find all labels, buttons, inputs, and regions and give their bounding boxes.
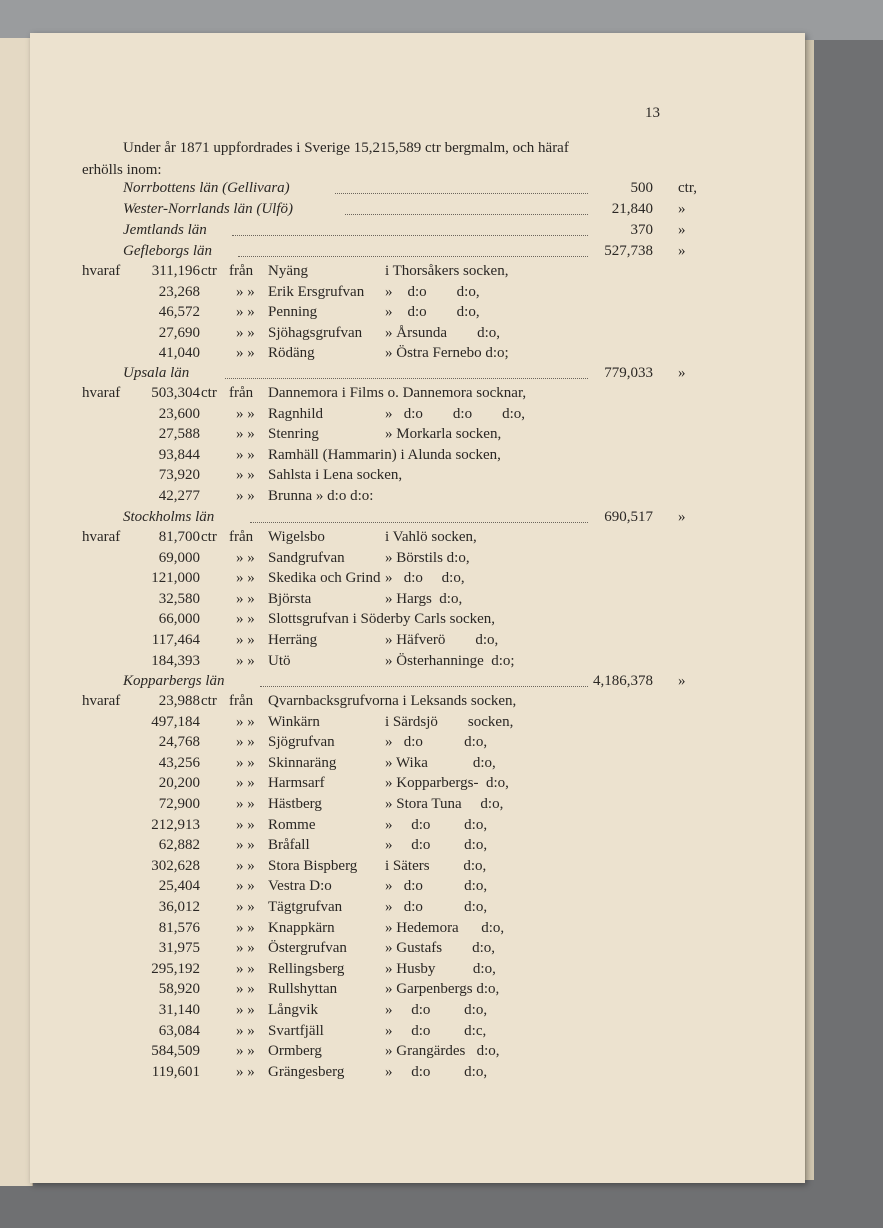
row-ditto: » »: [236, 961, 255, 977]
row-amount: 23,988: [158, 693, 200, 709]
leader-dots: [250, 522, 588, 523]
row-mine: Rödäng: [268, 345, 315, 361]
table-row: [0, 755, 883, 775]
row-amount: 63,084: [158, 1023, 200, 1039]
county-unit: »: [678, 222, 686, 238]
row-amount: 117,464: [151, 632, 200, 648]
row-mine: Skinnaräng: [268, 755, 337, 771]
row-amount: 43,256: [158, 755, 200, 771]
county-unit: »: [678, 243, 686, 259]
row-ctr: ctr: [201, 529, 217, 545]
county-total: 500: [630, 180, 653, 196]
county-total: 21,840: [611, 201, 653, 217]
row-ditto: » »: [236, 755, 255, 771]
row-parish: » Börstils d:o,: [385, 550, 470, 566]
county-name: Upsala län: [123, 365, 190, 381]
table-row: [0, 325, 883, 345]
row-mine: Hästberg: [268, 796, 322, 812]
row-ditto: » »: [236, 653, 255, 669]
leader-dots: [238, 256, 588, 257]
row-amount: 81,700: [158, 529, 200, 545]
table-row: [0, 1023, 883, 1043]
table-row: [0, 858, 883, 878]
table-row: [0, 632, 883, 652]
row-ctr: ctr: [201, 693, 217, 709]
table-row: [0, 529, 883, 549]
row-ditto: » »: [236, 406, 255, 422]
table-row: [0, 653, 883, 673]
row-mine: Långvik: [268, 1002, 318, 1018]
row-fran: från: [229, 529, 254, 545]
table-row: [0, 304, 883, 324]
row-ditto: » »: [236, 837, 255, 853]
row-ditto: » »: [236, 981, 255, 997]
row-hvaraf: hvaraf: [82, 529, 121, 545]
county-row: [0, 365, 883, 385]
row-parish: » Stora Tuna d:o,: [385, 796, 504, 812]
leader-dots: [345, 214, 588, 215]
row-amount: 93,844: [158, 447, 200, 463]
county-total: 370: [630, 222, 653, 238]
row-amount: 302,628: [151, 858, 200, 874]
table-row: [0, 714, 883, 734]
row-amount: 24,768: [158, 734, 200, 750]
row-hvaraf: hvaraf: [82, 385, 121, 401]
table-row: [0, 488, 883, 508]
table-row: [0, 961, 883, 981]
page-number: 13: [645, 105, 660, 121]
table-row: [0, 284, 883, 304]
row-parish: i Särdsjö socken,: [385, 714, 514, 730]
row-parish: » Wika d:o,: [385, 755, 496, 771]
table-row: [0, 345, 883, 365]
row-parish: » Östra Fernebo d:o;: [385, 345, 509, 361]
row-amount: 27,690: [158, 325, 200, 341]
table-row: [0, 899, 883, 919]
row-parish: » d:o d:o,: [385, 837, 488, 853]
intro-line-2: erhölls inom:: [82, 162, 162, 178]
county-unit: ctr,: [678, 180, 697, 196]
row-mine: Qvarnbacksgrufvorna i Leksands socken,: [268, 693, 517, 709]
row-parish: » Husby d:o,: [385, 961, 496, 977]
row-ditto: » »: [236, 611, 255, 627]
row-mine: Rullshyttan: [268, 981, 338, 997]
row-amount: 31,975: [158, 940, 200, 956]
county-unit: »: [678, 201, 686, 217]
row-mine: Sjögrufvan: [268, 734, 335, 750]
row-mine: Stora Bispberg: [268, 858, 358, 874]
row-mine: Wigelsbo: [268, 529, 325, 545]
row-ditto: » »: [236, 488, 255, 504]
row-parish: » Hedemora d:o,: [385, 920, 505, 936]
row-hvaraf: hvaraf: [82, 263, 121, 279]
row-mine: Sjöhagsgrufvan: [268, 325, 363, 341]
row-parish: » d:o d:o,: [385, 1064, 488, 1080]
county-name: Kopparbergs län: [123, 673, 225, 689]
row-parish: » d:o d:o,: [385, 734, 488, 750]
row-mine: Nyäng: [268, 263, 308, 279]
table-row: [0, 817, 883, 837]
county-row: [0, 673, 883, 693]
county-name: Stockholms län: [123, 509, 215, 525]
row-amount: 27,588: [158, 426, 200, 442]
table-row: [0, 920, 883, 940]
row-ditto: » »: [236, 796, 255, 812]
table-row: [0, 570, 883, 590]
county-name: Norrbottens län (Gellivara): [123, 180, 290, 196]
row-mine: Vestra D:o: [268, 878, 332, 894]
row-ditto: » »: [236, 1064, 255, 1080]
row-mine: Brunna » d:o d:o:: [268, 488, 374, 504]
row-amount: 121,000: [151, 570, 200, 586]
row-ditto: » »: [236, 878, 255, 894]
county-row: [0, 201, 883, 221]
table-row: [0, 611, 883, 631]
row-amount: 31,140: [158, 1002, 200, 1018]
row-parish: » d:o d:o,: [385, 878, 488, 894]
table-row: [0, 1002, 883, 1022]
row-amount: 41,040: [158, 345, 200, 361]
row-ditto: » »: [236, 591, 255, 607]
row-parish: » Grangärdes d:o,: [385, 1043, 500, 1059]
row-hvaraf: hvaraf: [82, 693, 121, 709]
row-ditto: » »: [236, 899, 255, 915]
table-row: [0, 796, 883, 816]
row-fran: från: [229, 263, 254, 279]
row-mine: Björsta: [268, 591, 312, 607]
row-mine: Stenring: [268, 426, 319, 442]
county-total: 779,033: [604, 365, 653, 381]
row-amount: 23,268: [158, 284, 200, 300]
row-amount: 66,000: [158, 611, 200, 627]
row-mine: Erik Ersgrufvan: [268, 284, 365, 300]
row-ditto: » »: [236, 1043, 255, 1059]
row-ditto: » »: [236, 570, 255, 586]
row-parish: » d:o d:o,: [385, 817, 488, 833]
row-amount: 23,600: [158, 406, 200, 422]
row-parish: » d:o d:o,: [385, 1002, 488, 1018]
county-name: Jemtlands län: [123, 222, 207, 238]
county-total: 4,186,378: [593, 673, 653, 689]
table-row: [0, 981, 883, 1001]
table-row: [0, 878, 883, 898]
row-parish: » Årsunda d:o,: [385, 325, 500, 341]
row-amount: 212,913: [151, 817, 200, 833]
row-mine: Slottsgrufvan i Söderby Carls socken,: [268, 611, 496, 627]
row-mine: Tägtgrufvan: [268, 899, 343, 915]
table-row: [0, 385, 883, 405]
row-mine: Grängesberg: [268, 1064, 345, 1080]
row-amount: 497,184: [151, 714, 200, 730]
table-row: [0, 1064, 883, 1084]
county-row: [0, 222, 883, 242]
row-ditto: » »: [236, 1023, 255, 1039]
table-row: [0, 550, 883, 570]
row-ditto: » »: [236, 858, 255, 874]
row-mine: Ormberg: [268, 1043, 322, 1059]
county-unit: »: [678, 509, 686, 525]
county-row: [0, 180, 883, 200]
row-amount: 81,576: [158, 920, 200, 936]
row-ditto: » »: [236, 940, 255, 956]
row-amount: 42,277: [158, 488, 200, 504]
table-row: [0, 1043, 883, 1063]
row-amount: 184,393: [151, 653, 200, 669]
county-row: [0, 509, 883, 529]
table-row: [0, 775, 883, 795]
row-parish: » Kopparbergs- d:o,: [385, 775, 509, 791]
row-parish: » Garpenbergs d:o,: [385, 981, 500, 997]
row-parish: » d:o d:o,: [385, 284, 480, 300]
county-unit: »: [678, 673, 686, 689]
row-mine: Rellingsberg: [268, 961, 345, 977]
table-row: [0, 467, 883, 487]
row-ditto: » »: [236, 447, 255, 463]
row-ditto: » »: [236, 775, 255, 791]
county-total: 690,517: [604, 509, 653, 525]
row-ctr: ctr: [201, 263, 217, 279]
row-parish: » d:o d:c,: [385, 1023, 487, 1039]
row-amount: 72,900: [158, 796, 200, 812]
row-ctr: ctr: [201, 385, 217, 401]
county-name: Wester-Norrlands län (Ulfö): [123, 201, 293, 217]
row-amount: 62,882: [158, 837, 200, 853]
row-parish: » Häfverö d:o,: [385, 632, 499, 648]
intro-line-1: Under år 1871 uppfordrades i Sverige 15,215,589 ctr bergmalm, och häraf: [123, 140, 569, 156]
row-mine: Östergrufvan: [268, 940, 347, 956]
row-ditto: » »: [236, 426, 255, 442]
leader-dots: [232, 235, 588, 236]
table-row: [0, 406, 883, 426]
row-mine: Dannemora i Films o. Dannemora socknar,: [268, 385, 527, 401]
row-ditto: » »: [236, 304, 255, 320]
row-ditto: » »: [236, 284, 255, 300]
row-mine: Herräng: [268, 632, 318, 648]
row-parish: » d:o d:o,: [385, 899, 488, 915]
row-amount: 311,196: [151, 263, 200, 279]
row-ditto: » »: [236, 467, 255, 483]
row-ditto: » »: [236, 734, 255, 750]
row-mine: Knappkärn: [268, 920, 335, 936]
row-mine: Winkärn: [268, 714, 320, 730]
row-ditto: » »: [236, 550, 255, 566]
row-parish: i Thorsåkers socken,: [385, 263, 509, 279]
row-mine: Ragnhild: [268, 406, 323, 422]
row-amount: 73,920: [158, 467, 200, 483]
row-parish: i Säters d:o,: [385, 858, 487, 874]
row-amount: 58,920: [158, 981, 200, 997]
table-row: [0, 426, 883, 446]
row-mine: Sandgrufvan: [268, 550, 345, 566]
table-row: [0, 591, 883, 611]
county-row: [0, 243, 883, 263]
row-amount: 32,580: [158, 591, 200, 607]
table-row: [0, 837, 883, 857]
row-mine: Utö: [268, 653, 291, 669]
row-ditto: » »: [236, 345, 255, 361]
row-mine: Sahlsta i Lena socken,: [268, 467, 403, 483]
row-ditto: » »: [236, 632, 255, 648]
row-mine: Romme: [268, 817, 316, 833]
row-parish: » Österhanninge d:o;: [385, 653, 515, 669]
row-mine: Harmsarf: [268, 775, 325, 791]
row-amount: 36,012: [158, 899, 200, 915]
row-parish: » Morkarla socken,: [385, 426, 502, 442]
row-parish: » d:o d:o,: [385, 304, 480, 320]
row-parish: » d:o d:o d:o,: [385, 406, 526, 422]
row-fran: från: [229, 693, 254, 709]
row-mine: Penning: [268, 304, 318, 320]
table-row: [0, 447, 883, 467]
leader-dots: [335, 193, 588, 194]
row-mine: Ramhäll (Hammarin) i Alunda socken,: [268, 447, 501, 463]
leader-dots: [225, 378, 588, 379]
row-amount: 46,572: [158, 304, 200, 320]
row-amount: 119,601: [151, 1064, 200, 1080]
row-ditto: » »: [236, 1002, 255, 1018]
row-mine: Bråfall: [268, 837, 310, 853]
row-ditto: » »: [236, 920, 255, 936]
table-row: [0, 263, 883, 283]
county-unit: »: [678, 365, 686, 381]
row-parish: » d:o d:o,: [385, 570, 465, 586]
row-parish: » Hargs d:o,: [385, 591, 463, 607]
county-total: 527,738: [604, 243, 653, 259]
row-mine: Skedika och Grind: [268, 570, 381, 586]
row-fran: från: [229, 385, 254, 401]
row-amount: 69,000: [158, 550, 200, 566]
row-amount: 20,200: [158, 775, 200, 791]
row-parish: » Gustafs d:o,: [385, 940, 495, 956]
row-amount: 25,404: [158, 878, 200, 894]
table-row: [0, 734, 883, 754]
row-ditto: » »: [236, 817, 255, 833]
leader-dots: [260, 686, 588, 687]
row-ditto: » »: [236, 714, 255, 730]
row-amount: 584,509: [151, 1043, 200, 1059]
row-ditto: » »: [236, 325, 255, 341]
table-row: [0, 940, 883, 960]
row-amount: 503,304: [151, 385, 200, 401]
row-mine: Svartfjäll: [268, 1023, 324, 1039]
table-row: [0, 693, 883, 713]
row-parish: i Vahlö socken,: [385, 529, 477, 545]
county-name: Gefleborgs län: [123, 243, 213, 259]
row-amount: 295,192: [151, 961, 200, 977]
